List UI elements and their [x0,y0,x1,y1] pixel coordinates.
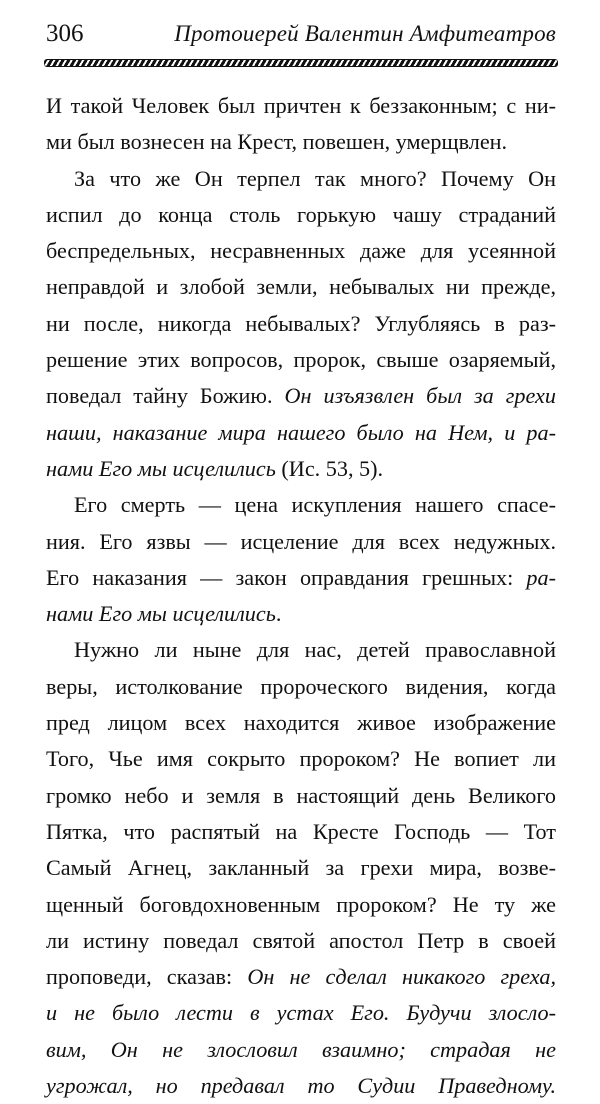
text-line [46,415,556,451]
body-text: И такой Человек был причтен к беззаконным; с ни- [46,93,556,118]
page-number: 306 [46,20,84,47]
body-text: испил до конца столь горькую чашу страданий [46,201,556,227]
quotation-text: угрожал, но предавал то Судии Праведному. [46,1073,556,1099]
body-text: Того, Чье имя сокрыто пророком? Не вопиет ли [46,746,556,772]
body-text: ния. Его язвы — исцеление для всех недужных. [46,528,556,554]
body-text: неправдой и злобой земли, небывалых ни прежде, [46,274,556,300]
text-line [46,923,556,959]
text-line [46,524,556,560]
body-text: Пятка, что распятый на Кресте Господь — Тот [46,818,556,844]
text-line [46,88,556,124]
body-text: Его наказания — закон оправдания грешных: [46,564,527,590]
quotation-text: наши, наказание мира нашего было на Нем, и ра- [46,419,556,445]
body-text: . [275,601,282,627]
text-line [46,1032,556,1068]
quotation-text: и не было лести в устах Его. Будучи злосло- [46,1000,556,1026]
body-text: беспредельных, несравненных даже для усеянной [46,238,556,264]
body-text: ли истину поведал святой апостол Петр в своей [46,927,556,953]
body-text: проповеди, сказав: [46,964,248,990]
quotation-text: нами Его мы исцелились [46,455,276,481]
text-line [46,342,556,378]
body-text: пред лицом всех находится живое изображение [46,710,556,736]
text-line [46,959,556,995]
body-text: (Ис. 53, 5). [275,455,384,481]
body-text: решение этих вопросов, пророк, свыше озаряемый, [46,347,556,373]
text-line [46,451,556,487]
body-text: ни после, никогда небывалых? Углубляясь в раз- [46,310,556,336]
quotation-text: вим, Он не злословил взаимно; страдая не [46,1036,556,1062]
text-line [46,1068,556,1104]
text-line [46,560,556,596]
text-line [46,596,556,632]
text-line [46,850,556,886]
body-text: поведал тайну Божию. [46,383,285,409]
body-text: За что же Он терпел так много? Почему Он [74,165,556,191]
quotation-text: нами Его мы исцелились [46,601,276,627]
body-text: Его смерть — цена искупления нашего спасе- [74,492,556,518]
running-header [46,20,556,50]
text-line [46,887,556,923]
text-line [46,197,556,233]
body-text: веры, истолкование пророческого видения, когда [46,673,556,699]
page-body-text [46,88,556,1104]
body-text: Самый Агнец, закланный за грехи мира, возве- [46,855,556,881]
text-line [46,778,556,814]
quotation-text: Он изъязвлен был за грехи [284,383,556,409]
body-text: щенный боговдохновенным пророком? Не ту же [46,891,556,917]
text-line [46,269,556,305]
body-text: громко небо и земля в настоящий день Великого [46,782,556,808]
text-line [46,632,556,668]
text-line [46,995,556,1031]
text-line [46,378,556,414]
quotation-text: Он не сделал никакого греха, [247,964,556,990]
text-line [46,124,556,160]
body-text: Нужно ли ныне для нас, детей православной [74,637,556,663]
text-line [46,233,556,269]
quotation-text: ра- [526,564,556,590]
body-text: ми был вознесен на Крест, повешен, умерщвлен. [46,129,508,155]
text-line [46,741,556,777]
decorative-rope-rule [44,59,558,67]
text-line [46,669,556,705]
text-line [46,705,556,741]
text-line [46,306,556,342]
running-title: Протоиерей Валентин Амфитеатров [174,21,556,46]
text-line [46,487,556,523]
text-line [46,161,556,197]
text-line [46,814,556,850]
